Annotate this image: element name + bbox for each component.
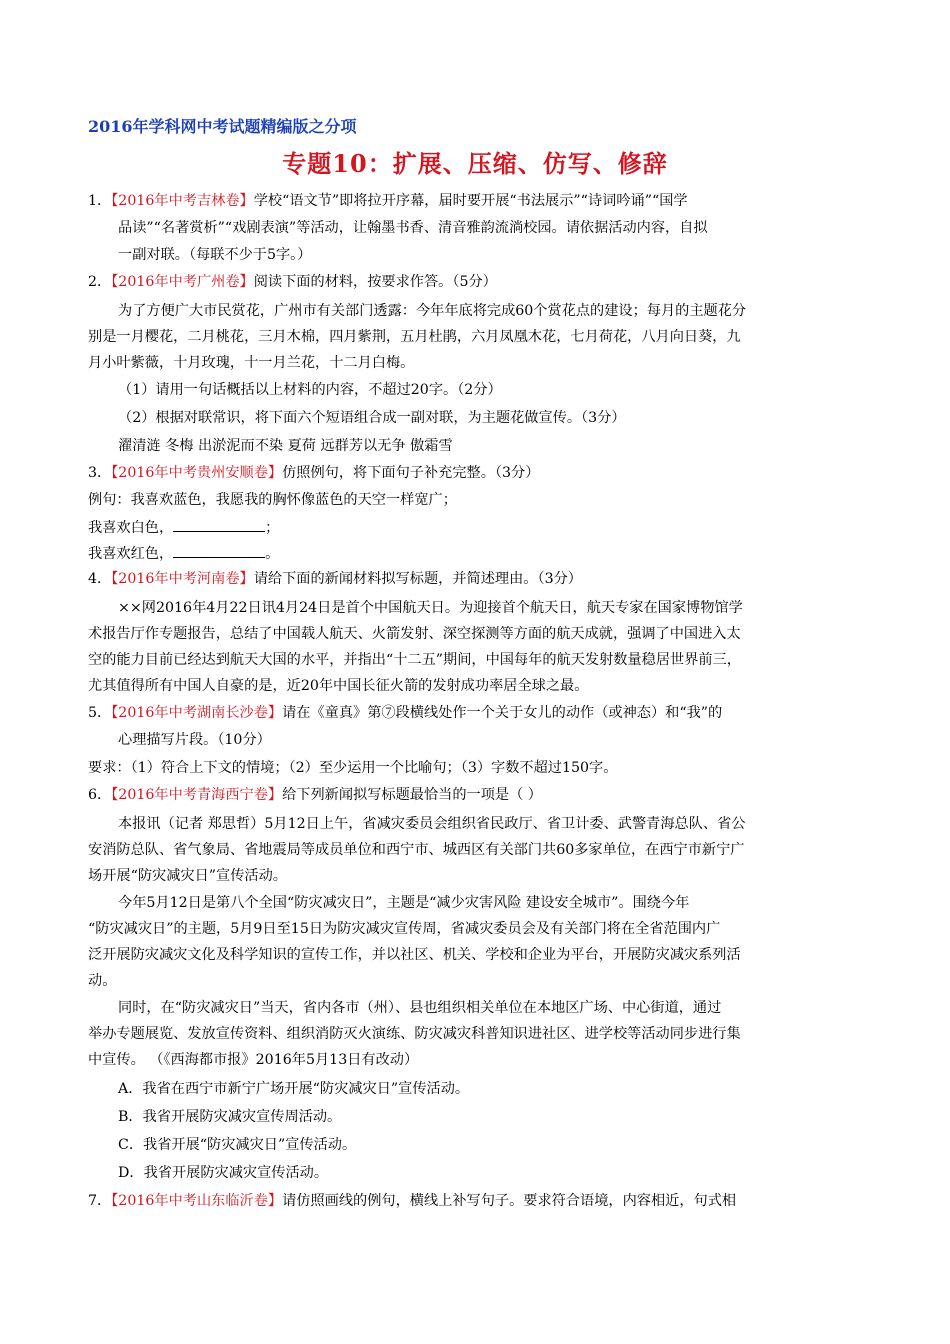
q2-subquestion-1: （1）请用一句话概括以上材料的内容，不超过20字。（2分） bbox=[118, 382, 502, 398]
q6-news-line-4: 今年5月12日是第八个全国“防灾减灾日”，主题是“减少灾害风险 建设安全城市”。围绕今年 bbox=[118, 895, 690, 911]
q1-number: 1． bbox=[88, 193, 112, 209]
q4-source: 【2016年中考河南卷】 bbox=[111, 571, 254, 587]
q7-line-1 bbox=[88, 1191, 736, 1211]
q6-option-b: B．我省开展防灾减灾宣传周活动。 bbox=[118, 1109, 342, 1125]
q7-text: 请仿照画线的例句，横线上补写句子。要求符合语境，内容相近，句式相 bbox=[282, 1193, 737, 1209]
q2-line-1 bbox=[88, 272, 497, 292]
q5-requirements: 要求：（1）符合上下文的情境；（2）至少运用一个比喻句；（3）字数不超过150字。 bbox=[88, 760, 618, 776]
q2-source: 【2016年中考广州卷】 bbox=[111, 274, 254, 290]
q1-text: 学校“语文节”即将拉开序幕，届时要开展“书法展示”“诗词吟诵”“国学 bbox=[253, 193, 688, 209]
q5-line-1 bbox=[88, 703, 722, 723]
q6-news-line-7: 动。 bbox=[88, 973, 117, 989]
q5-number: 5． bbox=[88, 705, 112, 721]
q2-material-line-3: 月小叶紫薇，十月玫瑰，十一月兰花，十二月白梅。 bbox=[88, 355, 415, 371]
q6-option-a: A．我省在西宁市新宁广场开展“防灾减灾日”宣传活动。 bbox=[118, 1081, 470, 1097]
q4-number: 4． bbox=[88, 571, 112, 587]
q6-news-line-10: 中宣传。 （《西海都市报》2016年5月13日有改动） bbox=[88, 1052, 419, 1068]
q6-source: 【2016年中考青海西宁卷】 bbox=[111, 787, 283, 803]
q1-line-3: 一副对联。（每联不少于5字。） bbox=[118, 247, 312, 263]
q3-example: 例句：我喜欢蓝色，我愿我的胸怀像蓝色的天空一样宽广； bbox=[88, 492, 457, 508]
q5-source: 【2016年中考湖南长沙卷】 bbox=[111, 705, 283, 721]
q1-line-2: 品读”“名著赏析”“戏剧表演”等活动，让翰墨书香、清音雅韵流淌校园。请依据活动内容，自拟 bbox=[118, 220, 708, 236]
q6-news-line-8: 同时，在“防灾减灾日”当天，省内各市（州）、县也组织相关单位在本地区广场、中心街道，通过 bbox=[118, 1000, 722, 1016]
q6-news-line-9: 举办专题展览、发放宣传资料、组织消防灭火演练、防灾减灾科普知识进社区、进学校等活动同步进行集 bbox=[88, 1026, 741, 1042]
q1-source: 【2016年中考吉林卷】 bbox=[111, 193, 254, 209]
q6-news-line-1: 本报讯（记者 郑思哲）5月12日上午，省减灾委员会组织省民政厅、省卫计委、武警青海总队、省公 bbox=[118, 816, 746, 832]
q5-text: 请在《童真》第⑦段横线处作一个关于女儿的动作（或神态）和“我”的 bbox=[282, 705, 723, 721]
q1-line-1 bbox=[88, 191, 688, 211]
q3-line-1 bbox=[88, 463, 539, 483]
q5-line-2: 心理描写片段。（10分） bbox=[118, 732, 271, 748]
q2-text: 阅读下面的材料，按要求作答。（5分） bbox=[253, 274, 497, 290]
q6-news-line-6: 泛开展防灾减灾文化及科学知识的宣传工作，并以社区、机关、学校和企业为平台，开展防灾减灾系列活 bbox=[88, 947, 741, 963]
q3-white-text: 我喜欢白色， bbox=[88, 520, 174, 536]
q4-news-line-1: ××网2016年4月22日讯4月24日是首个中国航天日。为迎接首个航天日，航天专家在国家博物馆学 bbox=[118, 600, 743, 616]
q6-news-line-3: 场开展“防灾减灾日”宣传活动。 bbox=[88, 868, 287, 884]
q6-number: 6． bbox=[88, 787, 112, 803]
q3-red-line bbox=[88, 543, 279, 564]
q7-number: 7． bbox=[88, 1193, 112, 1209]
q4-news-line-3: 空的能力目前已经达到航天大国的水平，并指出“十二五”期间，中国每年的航天发射数量稳居世界前三， bbox=[88, 652, 741, 668]
answer-blank[interactable] bbox=[173, 517, 265, 532]
q6-news-line-5: “防灾减灾日”的主题，5月9日至15日为防灾减灾宣传周，省减灾委员会及有关部门将在全省范围内广 bbox=[88, 921, 721, 937]
q7-source: 【2016年中考山东临沂卷】 bbox=[111, 1193, 283, 1209]
q6-news-line-2: 安消防总队、省气象局、省地震局等成员单位和西宁市、城西区有关部门共60多家单位，在西宁市新宁广 bbox=[88, 842, 745, 858]
document-header: 2016年学科网中考试题精编版之分项 bbox=[88, 117, 357, 136]
q6-text: 给下列新闻拟写标题最恰当的一项是（ ） bbox=[282, 787, 542, 803]
q2-material-line-1: 为了方便广大市民赏花，广州市有关部门透露：今年年底将完成60个赏花点的建设；每月的主题花分 bbox=[118, 303, 747, 319]
q3-white-line bbox=[88, 517, 279, 538]
q3-red-end: 。 bbox=[265, 546, 280, 562]
document-title: 专题10：扩展、压缩、仿写、修辞 bbox=[282, 149, 668, 178]
q2-subquestion-2: （2）根据对联常识，将下面六个短语组合成一副对联，为主题花做宣传。（3分） bbox=[118, 410, 626, 426]
q2-phrases: 濯清涟 冬梅 出淤泥而不染 夏荷 远群芳以无争 傲霜雪 bbox=[118, 438, 453, 454]
q4-text: 请给下面的新闻材料拟写标题，并简述理由。（3分） bbox=[253, 571, 582, 587]
q6-option-d: D．我省开展防灾减灾宣传活动。 bbox=[118, 1165, 329, 1181]
q3-number: 3． bbox=[88, 465, 112, 481]
q2-material-line-2: 别是一月樱花，二月桃花，三月木棉，四月紫荆，五月杜鹃，六月凤凰木花，七月荷花，八月向日葵，九 bbox=[88, 329, 741, 345]
q4-line-1 bbox=[88, 569, 582, 589]
q3-text: 仿照例句，将下面句子补充完整。（3分） bbox=[282, 465, 540, 481]
q3-source: 【2016年中考贵州安顺卷】 bbox=[111, 465, 283, 481]
q4-news-line-2: 术报告厅作专题报告，总结了中国载人航天、火箭发射、深空探测等方面的航天成就，强调了中国进入太 bbox=[88, 626, 741, 642]
q6-option-c: C．我省开展“防灾减灾日”宣传活动。 bbox=[118, 1137, 357, 1153]
answer-blank[interactable] bbox=[173, 543, 265, 558]
q4-news-line-4: 尤其值得所有中国人自豪的是，近20年中国长征火箭的发射成功率居全球之最。 bbox=[88, 678, 589, 694]
q6-line-1 bbox=[88, 785, 542, 805]
q2-number: 2． bbox=[88, 274, 112, 290]
q3-red-text: 我喜欢红色， bbox=[88, 546, 174, 562]
q3-white-end: ； bbox=[265, 520, 280, 536]
